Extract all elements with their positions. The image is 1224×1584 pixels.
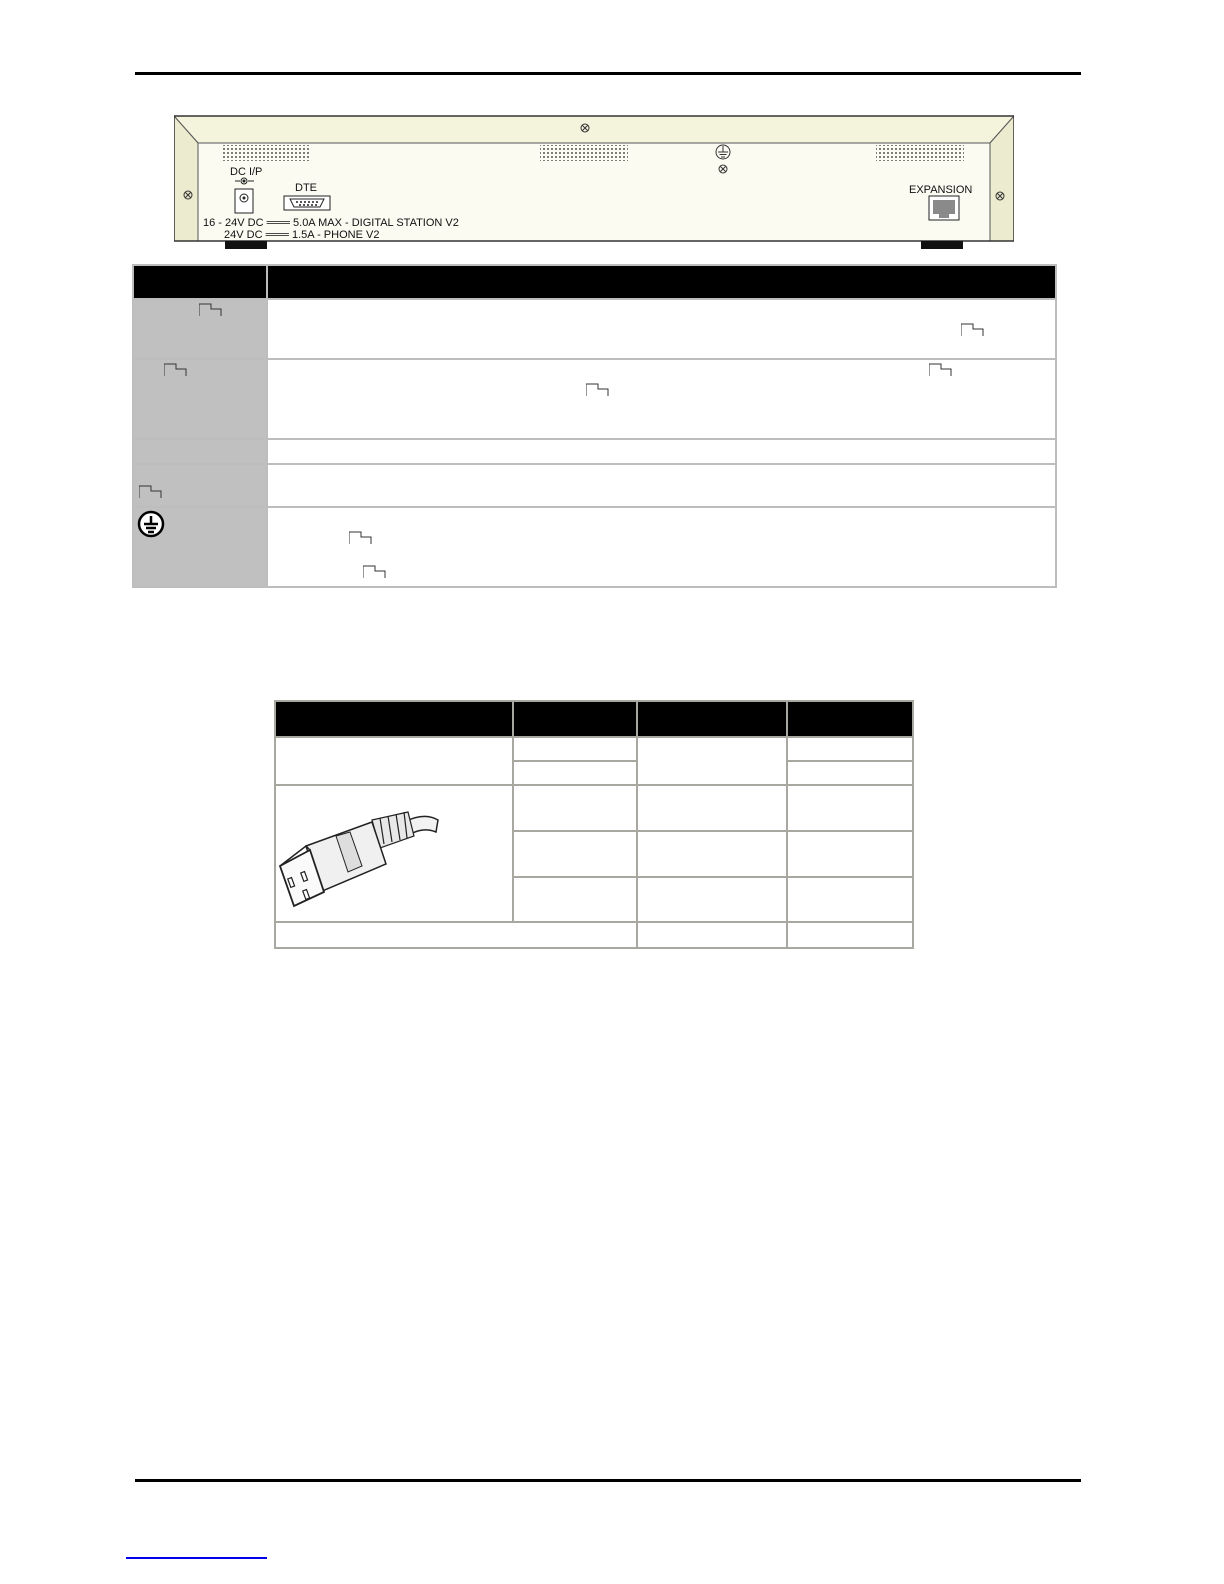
table-cell <box>513 785 637 831</box>
table-row <box>133 299 1056 359</box>
column-header <box>513 701 637 737</box>
table-row <box>275 922 913 948</box>
port-description-cell <box>267 439 1056 464</box>
port-label-cell <box>133 299 267 359</box>
table-cell <box>637 877 787 922</box>
dte-label: DTE <box>295 182 317 194</box>
column-header <box>787 701 913 737</box>
rating-line-1: 16 - 24V DC ═══ 5.0A MAX - DIGITAL STATION V2 <box>203 217 459 229</box>
port-link[interactable] <box>137 302 197 316</box>
port-description-cell <box>267 359 1056 439</box>
vent-left <box>221 145 309 161</box>
power-plug-image <box>276 792 448 910</box>
power-cord-table <box>274 700 914 949</box>
table-row <box>275 737 913 761</box>
port-description-cell <box>267 299 1056 359</box>
table-cell <box>787 737 913 761</box>
table-cell <box>787 922 913 948</box>
header-rule <box>135 72 1081 75</box>
topic-jump-icon[interactable] <box>199 302 223 316</box>
table-row <box>133 464 1056 507</box>
description-link[interactable] <box>396 382 584 396</box>
table-row <box>133 507 1056 587</box>
topic-jump-icon[interactable] <box>929 362 953 376</box>
table-header-row <box>133 265 1056 299</box>
table-cell <box>513 761 637 785</box>
plug-image-cell <box>275 785 513 922</box>
table-cell <box>275 922 637 948</box>
table-cell <box>787 761 913 785</box>
table-cell <box>787 831 913 877</box>
column-header-port <box>133 265 267 299</box>
rear-panel-illustration <box>174 115 1014 251</box>
description-link[interactable] <box>760 322 959 336</box>
rating-line-2: 24V DC ═══ 1.5A - PHONE V2 <box>224 229 380 241</box>
topic-jump-icon[interactable] <box>961 322 985 336</box>
column-header <box>275 701 513 737</box>
table-cell <box>787 785 913 831</box>
description-link[interactable] <box>271 530 347 544</box>
topic-jump-icon[interactable] <box>349 530 373 544</box>
port-label-cell <box>133 439 267 464</box>
table-cell <box>637 737 787 785</box>
table-cell <box>513 831 637 877</box>
description-link[interactable] <box>926 516 1004 530</box>
footer-link[interactable] <box>126 1557 267 1559</box>
table-cell <box>513 737 637 761</box>
port-label-cell <box>133 507 267 587</box>
table-cell <box>513 877 637 922</box>
port-description-cell <box>267 464 1056 507</box>
footer-rule <box>135 1479 1081 1482</box>
expansion-label: EXPANSION <box>909 184 973 196</box>
description-link[interactable] <box>764 362 927 376</box>
ground-symbol-icon <box>137 526 165 541</box>
table-cell <box>275 737 513 785</box>
table-cell <box>637 785 787 831</box>
rear-panel-ports-table <box>132 264 1057 588</box>
table-row <box>133 439 1056 464</box>
description-link[interactable] <box>271 564 361 578</box>
port-link[interactable] <box>137 469 240 483</box>
table-row <box>133 359 1056 439</box>
table-row <box>275 785 913 831</box>
topic-jump-icon[interactable] <box>139 484 163 498</box>
topic-jump-icon[interactable] <box>363 564 387 578</box>
table-header-row <box>275 701 913 737</box>
column-header <box>637 701 787 737</box>
port-label-cell <box>133 464 267 507</box>
dc-input-label: DC I/P <box>230 166 263 178</box>
table-cell <box>637 922 787 948</box>
topic-jump-icon[interactable] <box>164 362 188 376</box>
description-link[interactable] <box>714 550 985 564</box>
table-cell <box>637 831 787 877</box>
column-header-description <box>267 265 1056 299</box>
port-description-cell <box>267 507 1056 587</box>
table-cell <box>787 877 913 922</box>
topic-jump-icon[interactable] <box>586 382 610 396</box>
port-label-cell <box>133 359 267 439</box>
port-link[interactable] <box>137 362 162 376</box>
